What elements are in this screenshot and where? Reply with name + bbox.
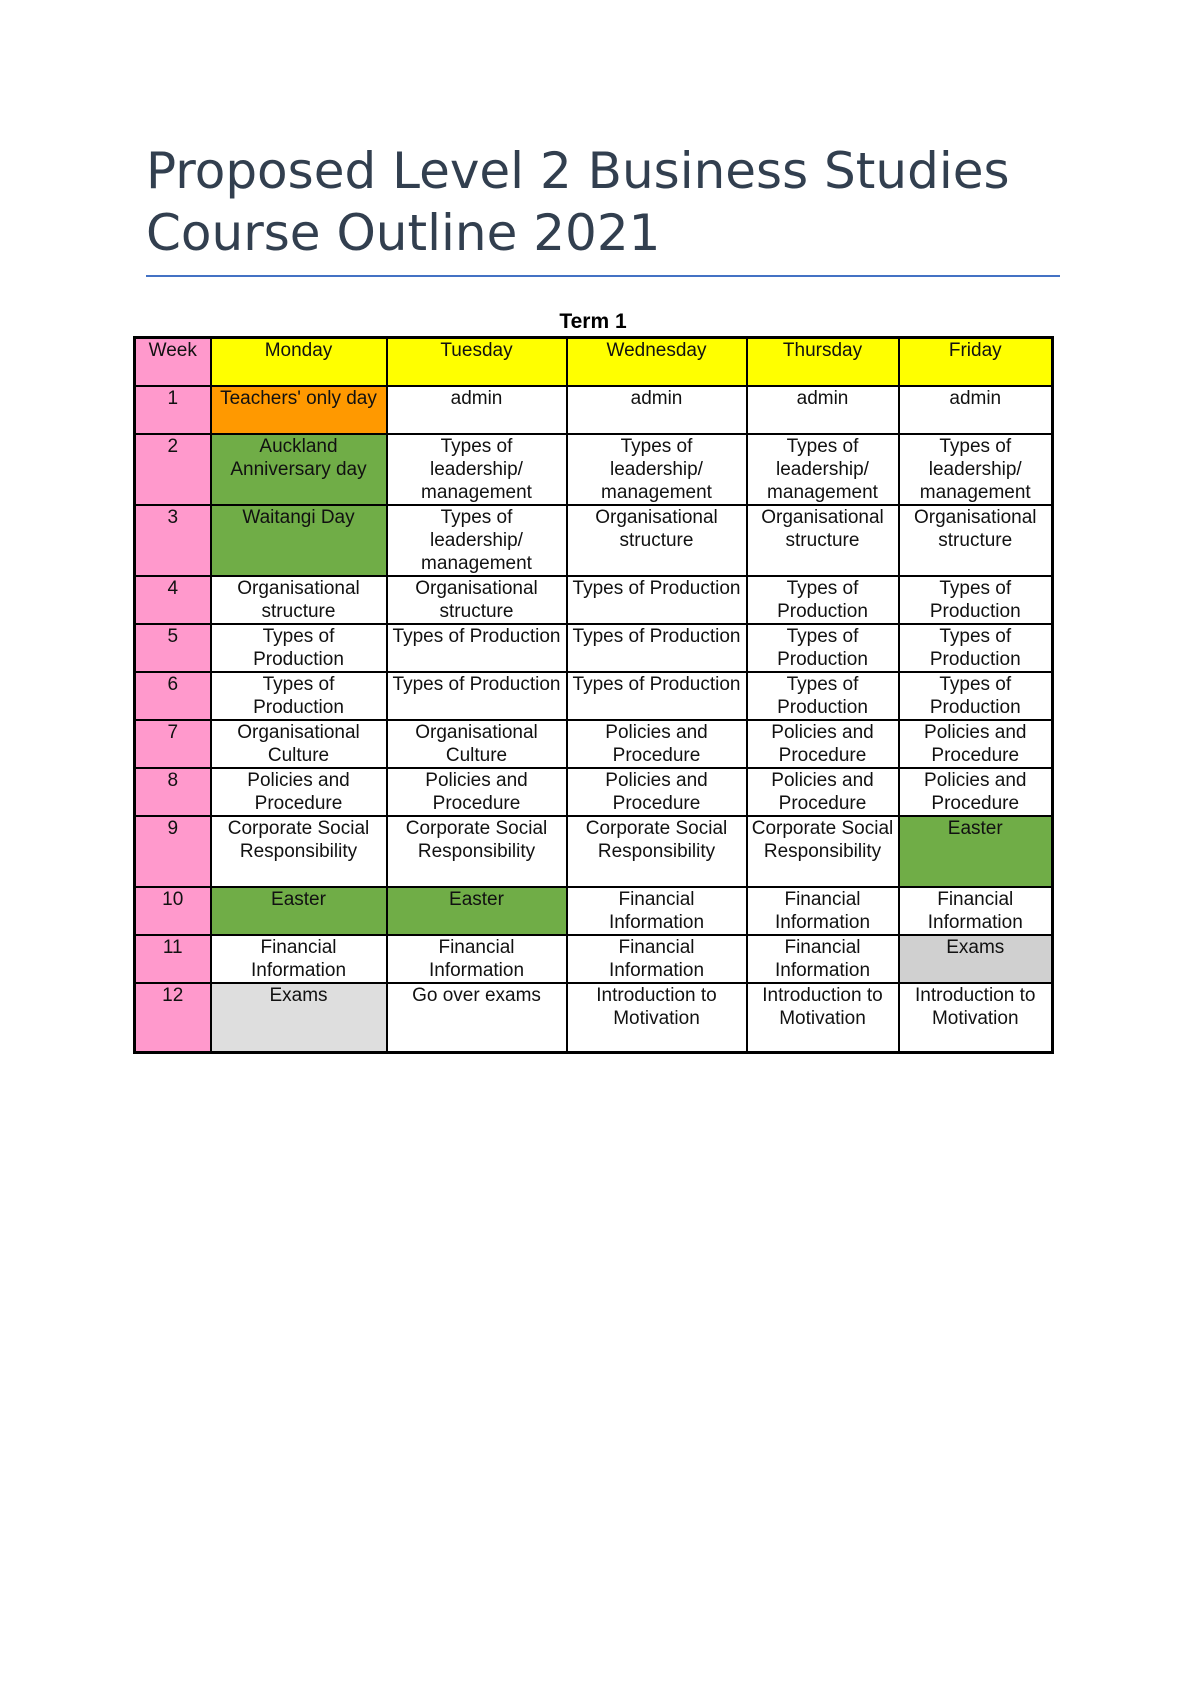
- table-cell: Organisational Culture: [387, 720, 567, 768]
- table-cell: Types of Production: [211, 624, 387, 672]
- table-cell: Policies and Procedure: [747, 768, 899, 816]
- week-number: 5: [135, 624, 211, 672]
- table-cell: Financial Information: [747, 935, 899, 983]
- table-cell: Easter: [899, 816, 1053, 887]
- table-cell: Types of Production: [387, 672, 567, 720]
- table-row: [135, 720, 1053, 768]
- table-cell: Introduction to Motivation: [899, 983, 1053, 1053]
- week-number: 2: [135, 434, 211, 505]
- table-cell: Easter: [387, 887, 567, 935]
- table-cell: Corporate Social Responsibility: [387, 816, 567, 887]
- table-cell: Exams: [899, 935, 1053, 983]
- table-cell: Types of leadership/ management: [387, 505, 567, 576]
- week-number: 7: [135, 720, 211, 768]
- week-number: 11: [135, 935, 211, 983]
- table-cell: Financial Information: [387, 935, 567, 983]
- title-underline: [146, 275, 1060, 277]
- table-cell: admin: [747, 386, 899, 434]
- table-cell: admin: [899, 386, 1053, 434]
- table-cell: Types of leadership/ management: [387, 434, 567, 505]
- table-cell: Introduction to Motivation: [747, 983, 899, 1053]
- header-week: Week: [135, 338, 211, 386]
- table-cell: Types of Production: [567, 672, 747, 720]
- week-number: 8: [135, 768, 211, 816]
- table-cell: Types of leadership/ management: [567, 434, 747, 505]
- table-cell: Types of Production: [899, 672, 1053, 720]
- table-cell: Organisational structure: [899, 505, 1053, 576]
- table-row: [135, 624, 1053, 672]
- table-cell: Types of Production: [899, 624, 1053, 672]
- table-cell: Types of Production: [899, 576, 1053, 624]
- week-number: 10: [135, 887, 211, 935]
- header-monday: Monday: [211, 338, 387, 386]
- table-cell: Types of Production: [567, 576, 747, 624]
- table-cell: Types of Production: [211, 672, 387, 720]
- table-cell: Policies and Procedure: [899, 720, 1053, 768]
- table-cell: Policies and Procedure: [387, 768, 567, 816]
- header-tuesday: Tuesday: [387, 338, 567, 386]
- table-cell: Financial Information: [899, 887, 1053, 935]
- header-friday: Friday: [899, 338, 1053, 386]
- table-cell: Financial Information: [567, 887, 747, 935]
- table-cell: Policies and Procedure: [211, 768, 387, 816]
- table-cell: Types of leadership/ management: [899, 434, 1053, 505]
- document-title: Proposed Level 2 Business Studies Course Outline 2021: [146, 142, 1010, 262]
- week-number: 12: [135, 983, 211, 1053]
- table-caption: Term 1: [559, 310, 627, 333]
- table-cell: Types of Production: [567, 624, 747, 672]
- table-cell: Corporate Social Responsibility: [567, 816, 747, 887]
- week-number: 4: [135, 576, 211, 624]
- table-cell: Organisational structure: [387, 576, 567, 624]
- table-row: [135, 576, 1053, 624]
- week-number: 3: [135, 505, 211, 576]
- table-cell: Policies and Procedure: [899, 768, 1053, 816]
- table-row: [135, 935, 1053, 983]
- table-cell: Auckland Anniversary day: [211, 434, 387, 505]
- table-row: [135, 672, 1053, 720]
- table-header-row: [135, 338, 1053, 386]
- table-cell: Easter: [211, 887, 387, 935]
- table-cell: admin: [387, 386, 567, 434]
- table-cell: Policies and Procedure: [567, 768, 747, 816]
- table-cell: Teachers' only day: [211, 386, 387, 434]
- table-row: [135, 505, 1053, 576]
- table-cell: Organisational Culture: [211, 720, 387, 768]
- table-row: [135, 768, 1053, 816]
- table-cell: Corporate Social Responsibility: [747, 816, 899, 887]
- table-cell: Types of Production: [387, 624, 567, 672]
- week-number: 1: [135, 386, 211, 434]
- week-number: 9: [135, 816, 211, 887]
- table-row: [135, 816, 1053, 887]
- course-outline-table: [133, 336, 1054, 1054]
- table-row: [135, 434, 1053, 505]
- table-row: [135, 983, 1053, 1053]
- header-thursday: Thursday: [747, 338, 899, 386]
- table-cell: Waitangi Day: [211, 505, 387, 576]
- table-cell: Policies and Procedure: [747, 720, 899, 768]
- table-cell: Corporate Social Responsibility: [211, 816, 387, 887]
- table-cell: Policies and Procedure: [567, 720, 747, 768]
- week-number: 6: [135, 672, 211, 720]
- table-cell: Financial Information: [211, 935, 387, 983]
- table-cell: Exams: [211, 983, 387, 1053]
- table-cell: Introduction to Motivation: [567, 983, 747, 1053]
- table-row: [135, 887, 1053, 935]
- table-cell: admin: [567, 386, 747, 434]
- header-wednesday: Wednesday: [567, 338, 747, 386]
- table-cell: Financial Information: [747, 887, 899, 935]
- table-cell: Organisational structure: [211, 576, 387, 624]
- table-cell: Organisational structure: [567, 505, 747, 576]
- table-cell: Financial Information: [567, 935, 747, 983]
- table-cell: Types of Production: [747, 576, 899, 624]
- table-row: [135, 386, 1053, 434]
- table-cell: Organisational structure: [747, 505, 899, 576]
- table-cell: Types of Production: [747, 672, 899, 720]
- table-cell: Types of Production: [747, 624, 899, 672]
- table-cell: Types of leadership/ management: [747, 434, 899, 505]
- table-cell: Go over exams: [387, 983, 567, 1053]
